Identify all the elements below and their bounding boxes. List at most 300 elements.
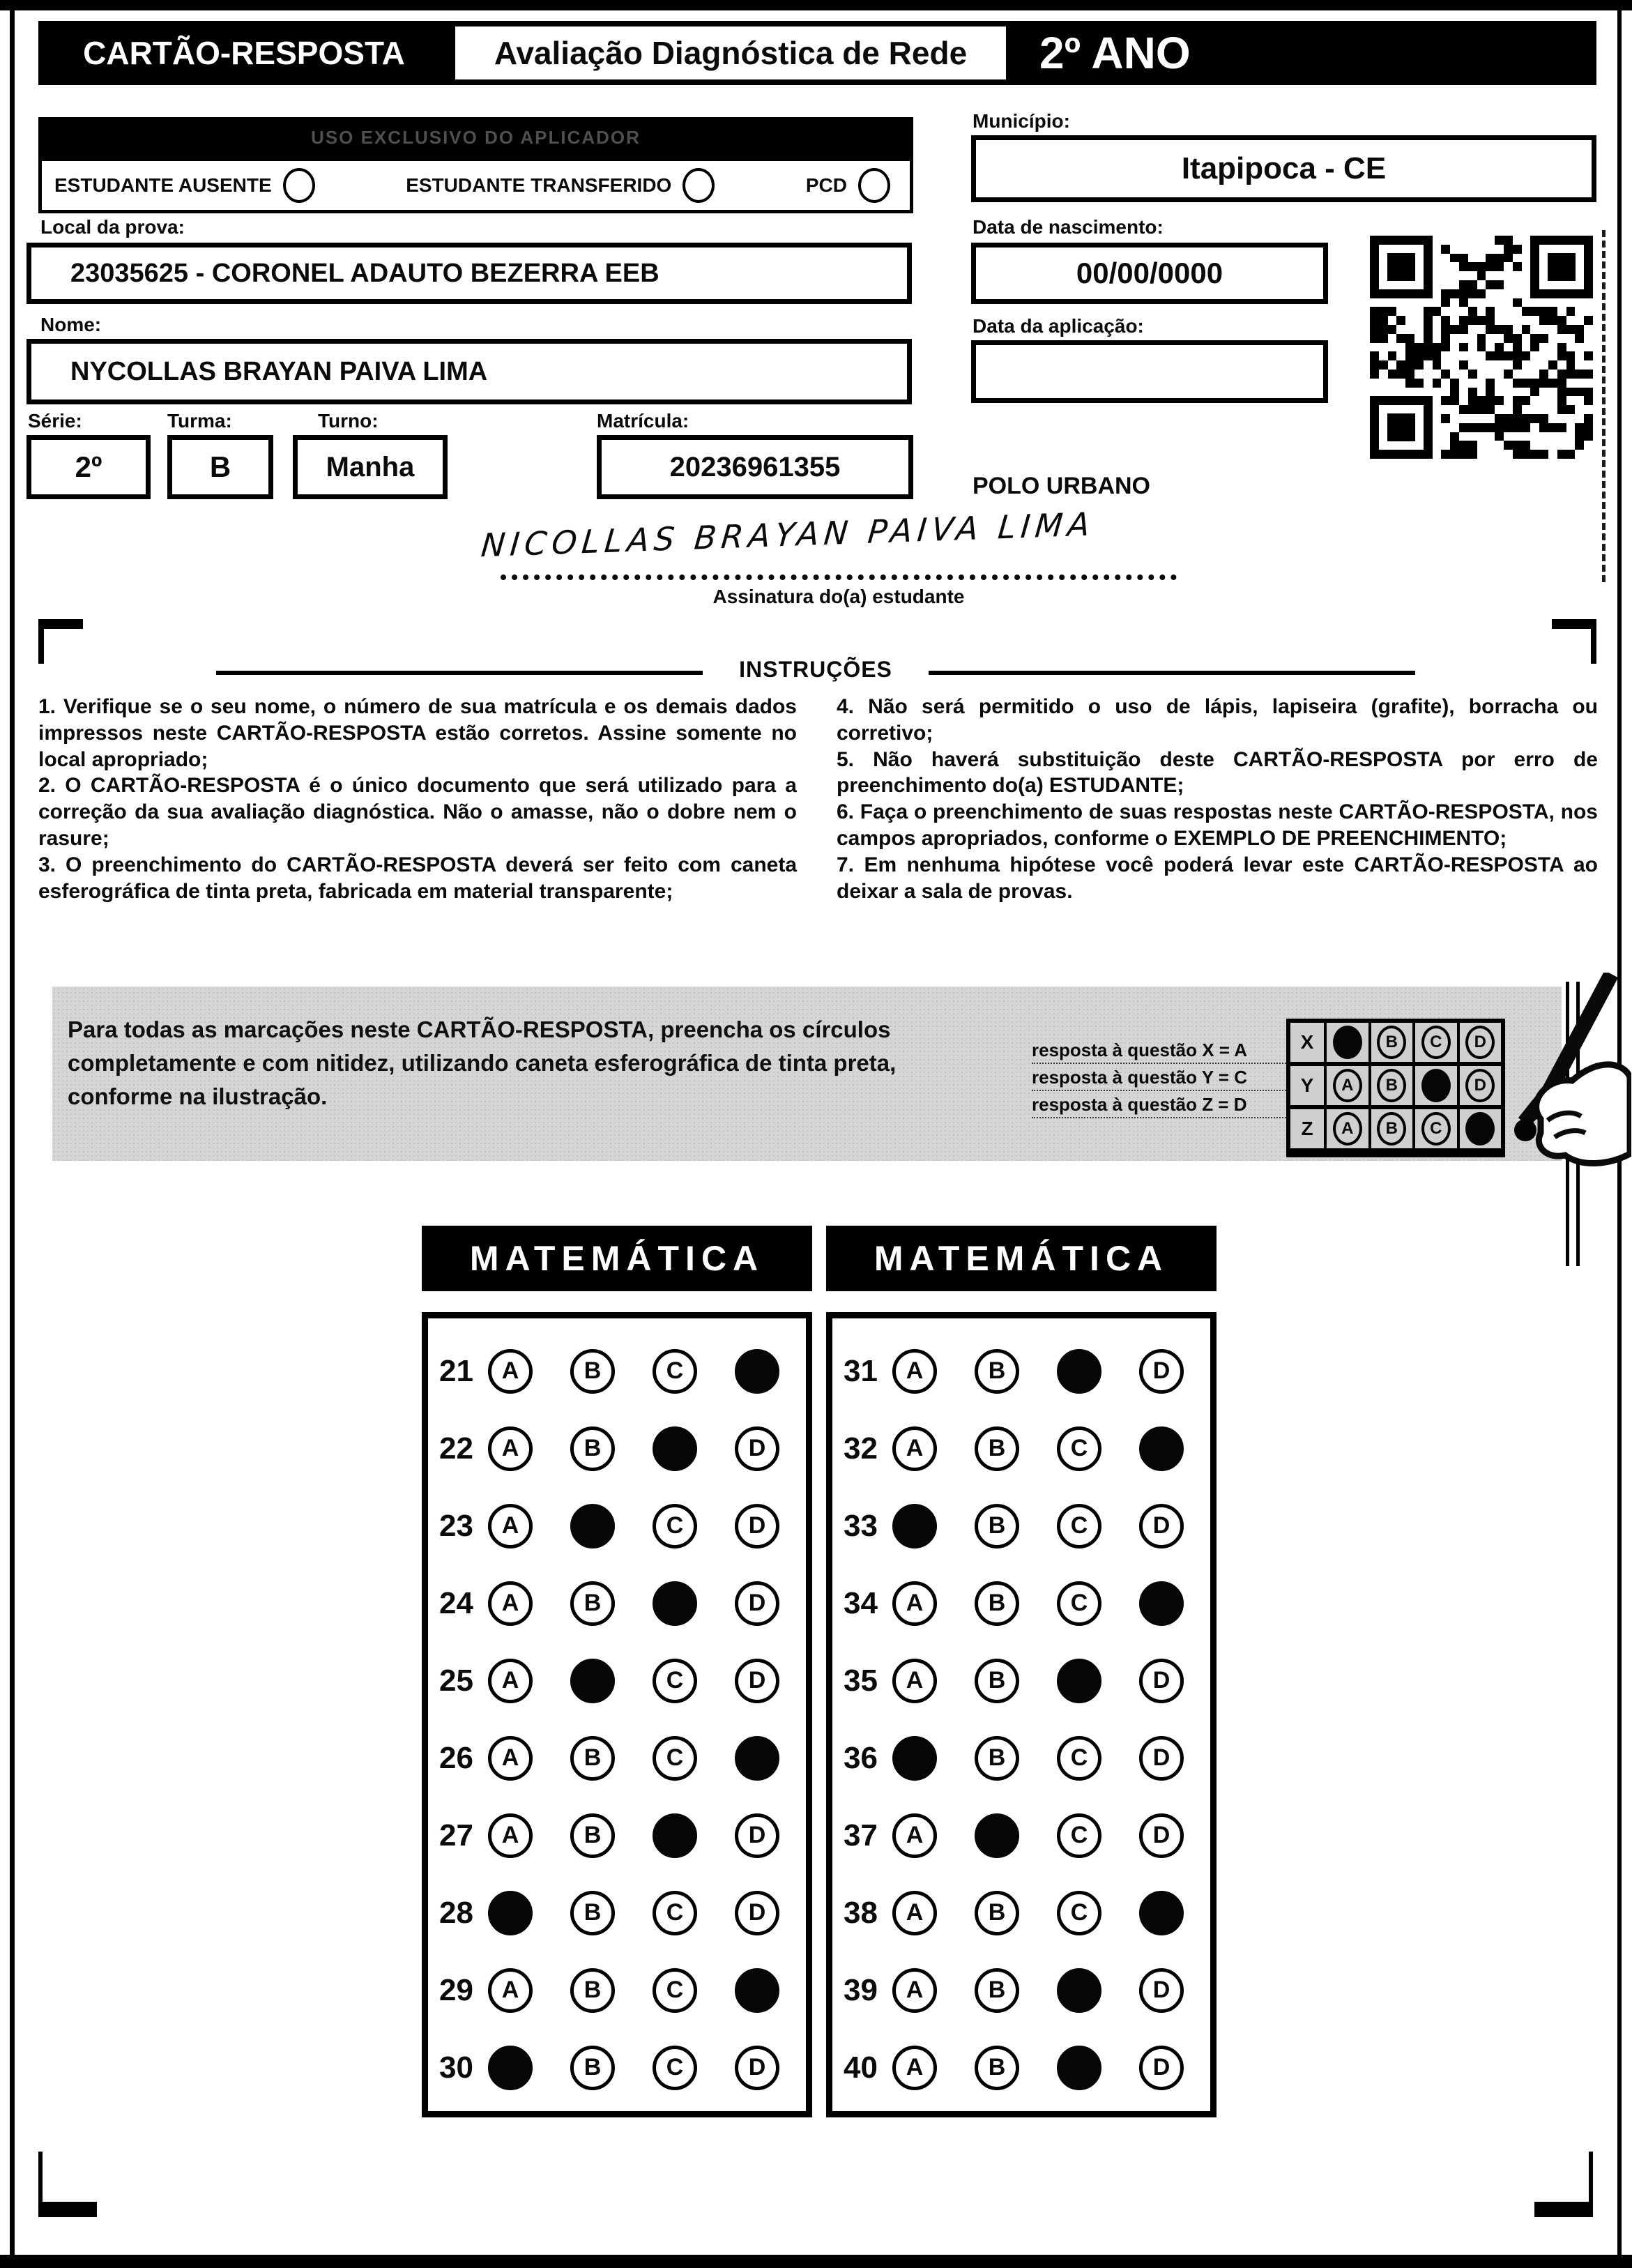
instruction-item-4: 4. Não será permitido o uso de lápis, lapiseira (grafite), borracha ou corretivo;	[837, 695, 1598, 745]
qr-module	[1530, 450, 1539, 459]
qr-module	[1522, 441, 1531, 450]
qr-module	[1450, 432, 1459, 441]
example-bubble-Y-D[interactable]: D	[1465, 1069, 1495, 1102]
polo-urbano-label: POLO URBANO	[973, 473, 1150, 499]
bubble-26-C[interactable]: C	[653, 1736, 697, 1781]
bubble-23-B[interactable]	[570, 1504, 615, 1548]
qr-module	[1468, 405, 1477, 414]
qr-module	[1424, 334, 1433, 343]
qr-module	[1424, 316, 1433, 325]
answer-grid-31-40	[826, 1312, 1217, 2117]
grade-label: 2º ANO	[1012, 21, 1596, 85]
corner-mark-top-left	[38, 619, 83, 664]
serie-value: 2º	[26, 435, 151, 499]
applicator-option-circle[interactable]	[283, 168, 315, 203]
qr-module	[1433, 379, 1442, 388]
bubble-29-D[interactable]	[735, 1968, 779, 2013]
qr-module	[1557, 343, 1566, 352]
qr-module	[1468, 262, 1477, 271]
applicator-option-label: ESTUDANTE AUSENTE	[54, 174, 272, 196]
bubble-34-A[interactable]: A	[892, 1581, 937, 1626]
instruction-item-1: 1. Verifique se o seu nome, o número de sua matrícula e os demais dados impressos neste CARTÃO-RESPOSTA estão corretos. Assine somente no local apropriado;	[38, 695, 797, 771]
bubble-32-B[interactable]: B	[975, 1426, 1019, 1471]
instructions-rule-left	[216, 671, 703, 675]
bubble-24-A[interactable]: A	[488, 1581, 533, 1626]
qr-module	[1566, 307, 1576, 316]
bubble-31-A[interactable]: A	[892, 1349, 937, 1394]
qr-module	[1388, 325, 1397, 334]
qr-module	[1548, 316, 1557, 325]
qr-module	[1450, 388, 1459, 397]
bubble-38-B[interactable]: B	[975, 1891, 1019, 1935]
bubble-23-D[interactable]: D	[735, 1504, 779, 1548]
qr-module	[1468, 450, 1477, 459]
qr-module	[1441, 370, 1450, 379]
qr-module	[1486, 388, 1495, 397]
bubble-21-B[interactable]: B	[570, 1349, 615, 1394]
qr-module	[1370, 325, 1379, 334]
qr-module	[1522, 414, 1531, 423]
bubble-26-B[interactable]: B	[570, 1736, 615, 1781]
corner-mark-top-right	[1552, 619, 1596, 664]
bubble-25-C[interactable]: C	[653, 1659, 697, 1703]
qr-module	[1441, 325, 1450, 334]
qr-module	[1486, 254, 1495, 263]
qr-module	[1522, 325, 1531, 334]
qr-module	[1477, 405, 1486, 414]
bubble-33-C[interactable]: C	[1057, 1504, 1101, 1548]
instruction-item-2: 2. O CARTÃO-RESPOSTA é o único documento que será utilizado para a correção da sua avaliação diagnóstica. Não o amasse, não o dobre nem o rasure;	[38, 774, 797, 850]
applicator-options-box	[38, 158, 913, 213]
bubble-37-D[interactable]: D	[1139, 1813, 1184, 1858]
qr-module	[1459, 450, 1468, 459]
qr-module	[1539, 414, 1548, 423]
question-row-35	[832, 1642, 1210, 1719]
qr-module	[1433, 343, 1442, 352]
qr-module	[1495, 262, 1504, 271]
qr-module	[1459, 343, 1468, 352]
example-bubble-Y-B[interactable]: B	[1377, 1069, 1406, 1102]
bubble-29-A[interactable]: A	[488, 1968, 533, 2013]
bubble-40-D[interactable]: D	[1139, 2046, 1184, 2090]
qr-module	[1539, 316, 1548, 325]
qr-module	[1575, 441, 1584, 450]
qr-module	[1530, 307, 1539, 316]
qr-module	[1504, 414, 1513, 423]
qr-module	[1557, 405, 1566, 414]
qr-module	[1584, 388, 1593, 397]
bubble-36-A[interactable]	[892, 1736, 937, 1781]
bubble-37-C[interactable]: C	[1057, 1813, 1101, 1858]
qr-module	[1414, 351, 1424, 360]
bubble-39-B[interactable]: B	[975, 1968, 1019, 2013]
bubble-36-C[interactable]: C	[1057, 1736, 1101, 1781]
qr-finder-top-right	[1530, 236, 1593, 298]
qr-module	[1575, 432, 1584, 441]
bubble-22-B[interactable]: B	[570, 1426, 615, 1471]
question-row-29	[428, 1951, 806, 2029]
bubble-35-A[interactable]: A	[892, 1659, 937, 1703]
bubble-28-A[interactable]	[488, 1891, 533, 1935]
bubble-34-B[interactable]: B	[975, 1581, 1019, 1626]
qr-module	[1584, 370, 1593, 379]
qr-module	[1450, 441, 1459, 450]
question-row-25	[428, 1642, 806, 1719]
bubble-36-B[interactable]: B	[975, 1736, 1019, 1781]
question-number-28: 28	[439, 1895, 473, 1930]
bubble-30-D[interactable]: D	[735, 2046, 779, 2090]
qr-module	[1370, 307, 1379, 316]
municipio-label: Município:	[973, 110, 1070, 132]
qr-module	[1504, 245, 1513, 254]
question-row-21	[428, 1332, 806, 1410]
question-number-40: 40	[844, 2050, 878, 2085]
data-aplicacao-value	[971, 340, 1328, 403]
qr-module	[1513, 298, 1522, 307]
question-number-30: 30	[439, 2050, 473, 2085]
instruction-item-6: 6. Faça o preenchimento de suas respostas neste CARTÃO-RESPOSTA, nos campos apropriados, conforme o EXEMPLO DE PREENCHIMENTO;	[837, 800, 1598, 850]
qr-module	[1477, 289, 1486, 298]
qr-module	[1522, 307, 1531, 316]
qr-module	[1513, 414, 1522, 423]
qr-module	[1566, 370, 1576, 379]
qr-module	[1557, 450, 1566, 459]
local-da-prova-label: Local da prova:	[40, 216, 185, 238]
fill-example-legend	[1032, 1037, 1297, 1118]
bubble-23-A[interactable]: A	[488, 1504, 533, 1548]
bubble-39-D[interactable]: D	[1139, 1968, 1184, 2013]
example-legend-line-0: resposta à questão X = A	[1032, 1037, 1297, 1064]
question-number-21: 21	[439, 1353, 473, 1388]
qr-module	[1477, 262, 1486, 271]
bubble-21-D[interactable]	[735, 1349, 779, 1394]
qr-module	[1495, 343, 1504, 352]
qr-module	[1370, 360, 1379, 370]
qr-module	[1424, 343, 1433, 352]
qr-module	[1468, 388, 1477, 397]
qr-module	[1539, 423, 1548, 432]
corner-mark-bottom-right	[1534, 2152, 1593, 2217]
bubble-31-D[interactable]: D	[1139, 1349, 1184, 1394]
qr-code	[1370, 236, 1593, 459]
question-number-36: 36	[844, 1740, 878, 1775]
qr-module	[1370, 316, 1379, 325]
qr-module	[1548, 379, 1557, 388]
qr-module	[1424, 351, 1433, 360]
bubble-29-B[interactable]: B	[570, 1968, 615, 2013]
fill-example-text: Para todas as marcações neste CARTÃO-RESPOSTA, preencha os círculos completamente e com nitidez, utilizando caneta esferográfica de tinta preta, conforme na ilustração.	[68, 1017, 897, 1109]
qr-module	[1468, 280, 1477, 289]
question-number-23: 23	[439, 1508, 473, 1543]
qr-module	[1477, 334, 1486, 343]
qr-module	[1450, 289, 1459, 298]
qr-module	[1441, 396, 1450, 405]
bubble-37-B[interactable]	[975, 1813, 1019, 1858]
qr-module	[1584, 396, 1593, 405]
example-bubble-X-A[interactable]	[1333, 1026, 1362, 1059]
bubble-22-D[interactable]: D	[735, 1426, 779, 1471]
qr-module	[1584, 423, 1593, 432]
bubble-30-B[interactable]: B	[570, 2046, 615, 2090]
turma-label: Turma:	[167, 410, 232, 432]
qr-module	[1450, 254, 1459, 263]
qr-module	[1575, 370, 1584, 379]
qr-module	[1557, 396, 1566, 405]
qr-module	[1539, 307, 1548, 316]
example-row-label: X	[1300, 1031, 1314, 1053]
qr-module	[1566, 450, 1576, 459]
question-row-34	[832, 1565, 1210, 1642]
bubble-38-A[interactable]: A	[892, 1891, 937, 1935]
bubble-21-A[interactable]: A	[488, 1349, 533, 1394]
example-legend-line-2: resposta à questão Z = D	[1032, 1091, 1297, 1118]
bubble-35-B[interactable]: B	[975, 1659, 1019, 1703]
qr-module	[1379, 307, 1388, 316]
bubble-37-A[interactable]: A	[892, 1813, 937, 1858]
assessment-title: Avaliação Diagnóstica de Rede	[450, 21, 1012, 85]
qr-module	[1513, 334, 1522, 343]
qr-module	[1468, 396, 1477, 405]
qr-module	[1459, 289, 1468, 298]
qr-module	[1522, 379, 1531, 388]
bubble-28-C[interactable]: C	[653, 1891, 697, 1935]
bubble-27-A[interactable]: A	[488, 1813, 533, 1858]
bubble-32-D[interactable]	[1139, 1426, 1184, 1471]
qr-module	[1441, 298, 1450, 307]
qr-module	[1486, 325, 1495, 334]
bubble-38-C[interactable]: C	[1057, 1891, 1101, 1935]
bubble-36-D[interactable]: D	[1139, 1736, 1184, 1781]
qr-module	[1379, 316, 1388, 325]
bubble-27-C[interactable]	[653, 1813, 697, 1858]
bubble-40-C[interactable]	[1057, 2046, 1101, 2090]
bubble-30-C[interactable]: C	[653, 2046, 697, 2090]
applicator-bar-label: USO EXCLUSIVO DO APLICADOR	[38, 117, 913, 158]
bubble-21-C[interactable]: C	[653, 1349, 697, 1394]
example-bubble-X-B[interactable]: B	[1377, 1026, 1406, 1059]
qr-module	[1495, 396, 1504, 405]
bubble-24-D[interactable]: D	[735, 1581, 779, 1626]
qr-module	[1486, 396, 1495, 405]
student-signature-handwriting: NICOLLAS BRAYAN PAIVA LIMA	[479, 505, 1097, 565]
example-cell-Y-A	[1324, 1066, 1368, 1105]
qr-module	[1459, 325, 1468, 334]
qr-module	[1459, 316, 1468, 325]
card-title: CARTÃO-RESPOSTA	[38, 21, 450, 85]
qr-module	[1513, 450, 1522, 459]
qr-module	[1441, 414, 1450, 423]
qr-module	[1388, 307, 1397, 316]
bubble-31-C[interactable]	[1057, 1349, 1101, 1394]
question-row-27	[428, 1797, 806, 1874]
serie-label: Série:	[28, 410, 82, 432]
instructions-column-left	[38, 694, 797, 904]
bubble-25-D[interactable]: D	[735, 1659, 779, 1703]
qr-module	[1539, 370, 1548, 379]
qr-module	[1450, 450, 1459, 459]
qr-module	[1495, 423, 1504, 432]
qr-module	[1450, 379, 1459, 388]
question-number-39: 39	[844, 1972, 878, 2007]
qr-module	[1486, 280, 1495, 289]
bubble-22-C[interactable]	[653, 1426, 697, 1471]
example-cell-Z-B	[1368, 1109, 1413, 1148]
bubble-33-D[interactable]: D	[1139, 1504, 1184, 1548]
qr-module	[1414, 379, 1424, 388]
qr-module	[1513, 423, 1522, 432]
instruction-item-5: 5. Não haverá substituição deste CARTÃO-RESPOSTA por erro de preenchimento do(a) ESTUDANTE;	[837, 747, 1598, 798]
subject-header-matematica-1: MATEMÁTICA	[422, 1226, 812, 1291]
bubble-32-A[interactable]: A	[892, 1426, 937, 1471]
qr-module	[1459, 280, 1468, 289]
bubble-34-C[interactable]: C	[1057, 1581, 1101, 1626]
question-row-31	[832, 1332, 1210, 1410]
qr-module	[1468, 289, 1477, 298]
fold-dashed-line	[1602, 230, 1606, 582]
qr-module	[1513, 245, 1522, 254]
qr-module	[1459, 262, 1468, 271]
bubble-22-A[interactable]: A	[488, 1426, 533, 1471]
example-row-label: Z	[1301, 1118, 1313, 1139]
instruction-item-7: 7. Em nenhuma hipótese você poderá levar este CARTÃO-RESPOSTA ao deixar a sala de provas.	[837, 853, 1598, 903]
bubble-30-A[interactable]	[488, 2046, 533, 2090]
qr-module	[1370, 351, 1379, 360]
qr-module	[1495, 414, 1504, 423]
qr-module	[1566, 360, 1576, 370]
qr-module	[1504, 351, 1513, 360]
qr-module	[1566, 388, 1576, 397]
turno-label: Turno:	[318, 410, 379, 432]
qr-module	[1441, 289, 1450, 298]
qr-module	[1495, 254, 1504, 263]
data-nascimento-value: 00/00/0000	[971, 243, 1328, 304]
qr-module	[1504, 236, 1513, 245]
qr-module	[1548, 423, 1557, 432]
question-row-24	[428, 1565, 806, 1642]
page-bottom-border	[0, 2255, 1632, 2268]
qr-module	[1441, 450, 1450, 459]
qr-module	[1513, 360, 1522, 370]
question-row-37	[832, 1797, 1210, 1874]
bubble-24-B[interactable]: B	[570, 1581, 615, 1626]
qr-module	[1486, 316, 1495, 325]
bubble-40-A[interactable]: A	[892, 2046, 937, 2090]
qr-module	[1405, 360, 1414, 370]
bubble-35-C[interactable]	[1057, 1659, 1101, 1703]
example-bubble-X-D[interactable]: D	[1465, 1026, 1495, 1059]
bubble-28-D[interactable]: D	[735, 1891, 779, 1935]
bubble-26-D[interactable]	[735, 1736, 779, 1781]
bubble-25-A[interactable]: A	[488, 1659, 533, 1703]
example-bubble-Z-C[interactable]: C	[1421, 1112, 1451, 1146]
bubble-32-C[interactable]: C	[1057, 1426, 1101, 1471]
qr-module	[1584, 351, 1593, 360]
question-number-37: 37	[844, 1818, 878, 1852]
example-bubble-Z-B[interactable]: B	[1377, 1112, 1406, 1146]
municipio-value: Itapipoca - CE	[971, 135, 1596, 202]
bubble-27-D[interactable]: D	[735, 1813, 779, 1858]
qr-module	[1584, 414, 1593, 423]
data-aplicacao-label: Data da aplicação:	[973, 315, 1144, 337]
qr-module	[1504, 423, 1513, 432]
qr-module	[1424, 307, 1433, 316]
qr-module	[1548, 307, 1557, 316]
bubble-39-A[interactable]: A	[892, 1968, 937, 2013]
example-bubble-X-C[interactable]: C	[1421, 1026, 1451, 1059]
question-number-26: 26	[439, 1740, 473, 1775]
qr-module	[1468, 441, 1477, 450]
matricula-label: Matrícula:	[597, 410, 689, 432]
qr-module	[1566, 351, 1576, 360]
qr-module	[1495, 236, 1504, 245]
bubble-24-C[interactable]	[653, 1581, 697, 1626]
bubble-27-B[interactable]: B	[570, 1813, 615, 1858]
qr-module	[1522, 351, 1531, 360]
hand-pen-illustration	[1436, 973, 1631, 1189]
example-bubble-Z-A[interactable]: A	[1333, 1112, 1362, 1146]
bubble-28-B[interactable]: B	[570, 1891, 615, 1935]
instruction-item-3: 3. O preenchimento do CARTÃO-RESPOSTA deverá ser feito com caneta esferográfica de tinta preta, fabricada em material transparente;	[38, 853, 797, 903]
question-row-30	[428, 2029, 806, 2106]
qr-module	[1530, 388, 1539, 397]
qr-finder-top-left	[1370, 236, 1433, 298]
qr-module	[1379, 334, 1388, 343]
qr-module	[1530, 343, 1539, 352]
bubble-31-B[interactable]: B	[975, 1349, 1019, 1394]
qr-module	[1459, 360, 1468, 370]
qr-module	[1441, 316, 1450, 325]
qr-module	[1557, 370, 1566, 379]
applicator-option-circle[interactable]	[858, 168, 890, 203]
bubble-35-D[interactable]: D	[1139, 1659, 1184, 1703]
qr-module	[1495, 325, 1504, 334]
qr-module	[1450, 325, 1459, 334]
bubble-34-D[interactable]	[1139, 1581, 1184, 1626]
qr-module	[1530, 379, 1539, 388]
bubble-23-C[interactable]: C	[653, 1504, 697, 1548]
bubble-26-A[interactable]: A	[488, 1736, 533, 1781]
qr-module	[1557, 388, 1566, 397]
qr-module	[1468, 307, 1477, 316]
example-bubble-Y-A[interactable]: A	[1333, 1069, 1362, 1102]
bubble-33-B[interactable]: B	[975, 1504, 1019, 1548]
bubble-40-B[interactable]: B	[975, 2046, 1019, 2090]
signature-label: Assinatura do(a) estudante	[712, 586, 965, 607]
local-da-prova-value: 23035625 - CORONEL ADAUTO BEZERRA EEB	[26, 243, 912, 304]
subject-header-matematica-2: MATEMÁTICA	[826, 1226, 1217, 1291]
qr-module	[1557, 379, 1566, 388]
bubble-38-D[interactable]	[1139, 1891, 1184, 1935]
qr-module	[1468, 370, 1477, 379]
question-row-32	[832, 1410, 1210, 1487]
qr-module	[1459, 298, 1468, 307]
bubble-33-A[interactable]	[892, 1504, 937, 1548]
applicator-option-2	[806, 168, 890, 203]
bubble-29-C[interactable]: C	[653, 1968, 697, 2013]
question-number-32: 32	[844, 1431, 878, 1466]
bubble-25-B[interactable]	[570, 1659, 615, 1703]
turno-value: Manha	[293, 435, 448, 499]
qr-module	[1405, 370, 1414, 379]
qr-module	[1459, 423, 1468, 432]
answer-grid-21-30	[422, 1312, 812, 2117]
qr-module	[1584, 432, 1593, 441]
bubble-39-C[interactable]	[1057, 1968, 1101, 2013]
applicator-option-circle[interactable]	[682, 168, 715, 203]
qr-module	[1513, 396, 1522, 405]
question-number-33: 33	[844, 1508, 878, 1543]
qr-module	[1495, 351, 1504, 360]
